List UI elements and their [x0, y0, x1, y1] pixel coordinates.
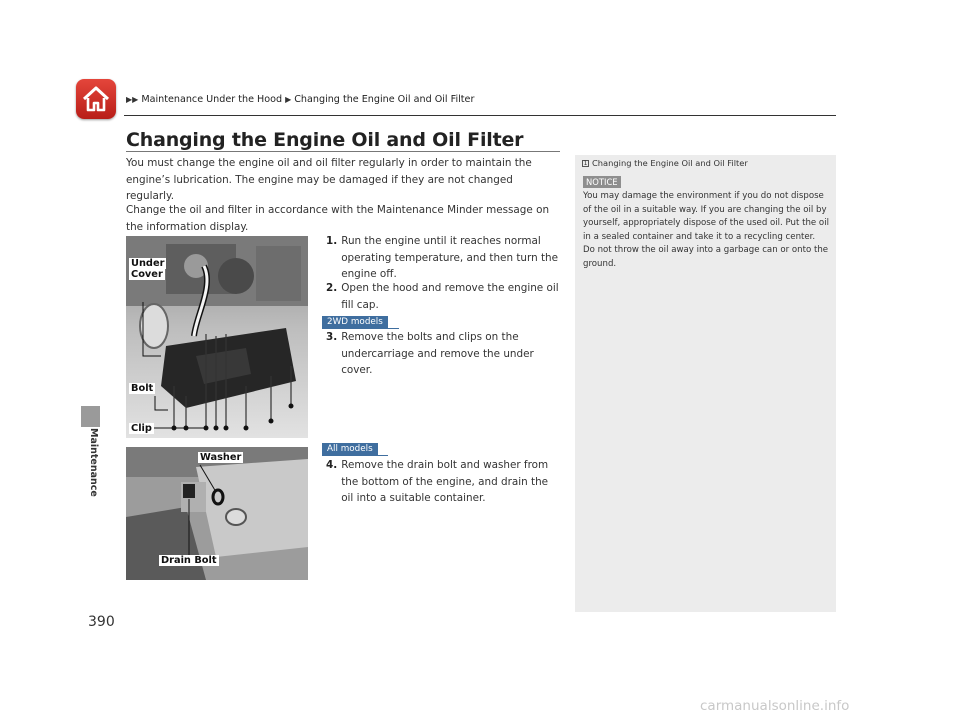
- step-number: 2.: [326, 282, 338, 294]
- step-text: Remove the bolts and clips on the undercarriage and remove the under cover.: [341, 331, 534, 377]
- section-tab-marker: [81, 406, 100, 427]
- sidebar-heading-text: Changing the Engine Oil and Oil Filter: [592, 158, 748, 168]
- page-number: 390: [88, 614, 115, 630]
- step-text: Run the engine until it reaches normal operating temperature, and then turn the engine off.: [341, 235, 559, 281]
- step-2: [326, 280, 560, 313]
- drain-bolt-label: Drain Bolt: [161, 555, 217, 566]
- under-label: Under: [131, 258, 165, 269]
- intro-paragraph: Change the oil and filter in accordance with the Maintenance Minder message on the information display.: [126, 204, 550, 233]
- intro-paragraph: You must change the engine oil and oil filter regularly in order to maintain the engine’s lubrication. The engine may be damaged if they are not changed regularly.: [126, 157, 532, 203]
- drain-bolt-photo: [126, 447, 308, 580]
- home-button[interactable]: [76, 79, 116, 119]
- under-cover-photo: [126, 236, 308, 438]
- breadcrumb: [126, 94, 474, 105]
- breadcrumb-current: Changing the Engine Oil and Oil Filter: [294, 94, 475, 105]
- step-number: 4.: [326, 459, 338, 471]
- step-3: [326, 329, 560, 379]
- cover-label: Cover: [131, 269, 163, 280]
- step-text: Open the hood and remove the engine oil fill cap.: [341, 282, 559, 311]
- step-4: [326, 457, 560, 507]
- step-number: 3.: [326, 331, 338, 343]
- clip-label: Clip: [131, 423, 152, 434]
- tag-underline: [322, 455, 388, 456]
- breadcrumb-parent-link[interactable]: Maintenance Under the Hood: [141, 94, 283, 105]
- step-text: Remove the drain bolt and washer from the bottom of the engine, and drain the oil into a suitable container.: [341, 459, 549, 505]
- sidebar-heading: [582, 158, 748, 168]
- notice-badge: NOTICE: [583, 176, 621, 188]
- breadcrumb-arrow-icon: ▶: [285, 95, 292, 104]
- page-title: Changing the Engine Oil and Oil Filter: [126, 129, 524, 151]
- step-1: [326, 233, 560, 283]
- title-underline: [126, 151, 560, 152]
- watermark: carmanualsonline.info: [700, 698, 850, 714]
- breadcrumb-arrow-icon: ▶▶: [126, 95, 139, 104]
- header-divider: [124, 115, 836, 116]
- reference-marker-icon: 1: [583, 159, 588, 167]
- step-number: 1.: [326, 235, 338, 247]
- models-tag-all: All models: [322, 443, 378, 456]
- bolt-label: Bolt: [131, 383, 154, 394]
- home-icon: [81, 84, 111, 114]
- sidebar-notice-text: You may damage the environment if you do not dispose of the oil in a suitable way. If you are changing the oil by yourself, appropriately dispose of the used oil. Put the oil in a sealed container and take it to a recycling center. Do not throw the oil away into a garbage can or onto the ground.: [583, 191, 829, 269]
- models-tag-2wd: 2WD models: [322, 316, 388, 329]
- washer-label: Washer: [200, 452, 242, 463]
- section-tab-label: Maintenance: [88, 428, 99, 497]
